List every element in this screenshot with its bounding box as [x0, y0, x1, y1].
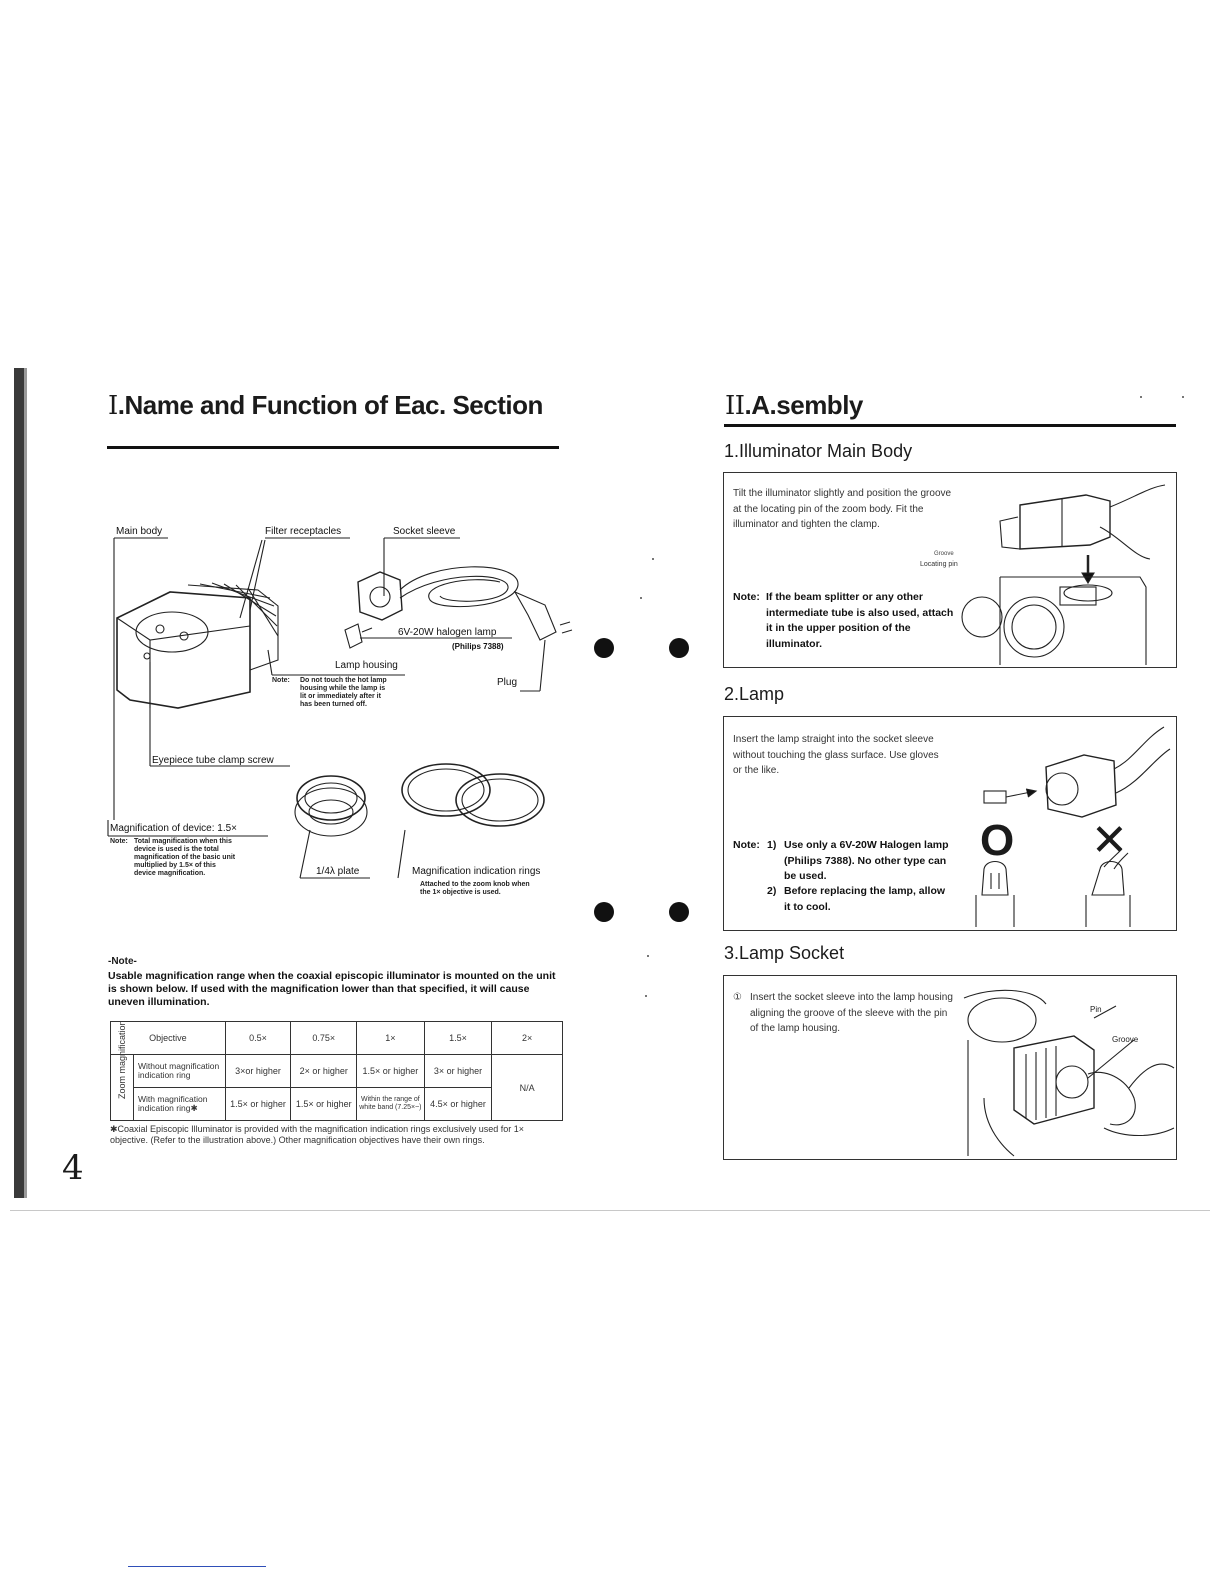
page-number: 4	[62, 1148, 84, 1188]
label-lamp-housing: Lamp housing	[335, 660, 398, 671]
table-header-cell: 2×	[492, 1022, 563, 1055]
step2-note-prefix: Note:	[733, 839, 760, 851]
step1-title: 1.Illuminator Main Body	[724, 441, 913, 461]
label-halogen-lamp: 6V-20W halogen lamp	[398, 627, 497, 638]
table-cell: 4.5× or higher	[424, 1088, 492, 1121]
step2-title: 2.Lamp	[724, 684, 785, 704]
lamp-note-line: housing while the lamp is	[300, 685, 386, 692]
mag-note-line: Total magnification when this	[134, 838, 232, 845]
table-side-label	[111, 1019, 134, 1121]
scan-speck	[652, 558, 654, 560]
rings-note-line: Attached to the zoom knob when	[420, 881, 530, 888]
section2-title: .A.sembly	[744, 390, 863, 420]
label-philips: (Philips 7388)	[452, 642, 504, 651]
table-cell: 2× or higher	[291, 1055, 357, 1088]
step1-text: Tilt the illuminator slightly and position the groove at the locating pin of the zoom body. Fit the illuminator and tighten the clamp.	[733, 488, 952, 530]
step3-num: ①	[733, 992, 742, 1003]
mag-note-line: device magnification.	[134, 870, 206, 877]
table-header-objective: Objective	[111, 1022, 226, 1055]
lamp-note-line: has been turned off.	[300, 701, 367, 708]
scan-speck	[640, 597, 642, 599]
lamp-note-line: Do not touch the hot lamp	[300, 677, 387, 684]
label-magnification-device: Magnification of device: 1.5×	[110, 823, 238, 834]
lamp-note-line: lit or immediately after it	[300, 693, 381, 700]
label-quarter-plate: 1/4λ plate	[316, 866, 360, 877]
punch-hole-dot	[669, 638, 689, 658]
step2-text: Insert the lamp straight into the socket sleeve without touching the glass surface. Use gloves or the like.	[733, 734, 939, 776]
label-eyepiece-clamp: Eyepiece tube clamp screw	[152, 755, 274, 766]
step2-note2-num: 2)	[767, 885, 777, 897]
label-mag-rings: Magnification indication rings	[412, 866, 541, 877]
illuminator-mounting-figure	[960, 477, 1174, 665]
mag-note-line: magnification of the basic unit	[134, 854, 236, 861]
mag-note-prefix: Note:	[110, 838, 128, 845]
punch-hole-dot	[594, 902, 614, 922]
scan-speck	[645, 995, 647, 997]
step1-note: If the beam splitter or any other intermediate tube is also used, attach it in the upper position of the illuminator.	[766, 591, 954, 650]
table-header-cell: 1.5×	[424, 1022, 492, 1055]
label-main-body: Main body	[116, 526, 163, 537]
table-cell: 3× or higher	[424, 1055, 492, 1088]
table-header-cell: 0.5×	[225, 1022, 291, 1055]
table-cell: Within the range of white band (7.25×~)	[357, 1088, 425, 1121]
rings-note-line: the 1× objective is used.	[420, 889, 501, 896]
step1-box	[723, 472, 1177, 668]
section2-rule	[724, 424, 1176, 427]
label-socket-sleeve: Socket sleeve	[393, 526, 456, 537]
lamp-socket-figure	[954, 978, 1176, 1156]
table-footnote: ✱Coaxial Episcopic Illuminator is provided with the magnification indication rings exclusively used for 1× objective. (Refer to the illustration above.) Other magnification objectives have their own rings.	[110, 1124, 524, 1145]
step1-pin-label: Locating pin	[920, 561, 958, 568]
table-header-cell: 1×	[357, 1022, 425, 1055]
step1-groove-label: Groove	[934, 551, 954, 557]
label-plug: Plug	[497, 677, 518, 688]
step1-note-prefix: Note:	[733, 591, 760, 603]
lamp-note-prefix: Note:	[272, 677, 290, 684]
step3-text: Insert the socket sleeve into the lamp housing aligning the groove of the sleeve with the pin of the lamp housing.	[750, 992, 953, 1034]
mag-note-line: device is used is the total	[134, 846, 219, 853]
scan-speck	[1140, 396, 1142, 398]
footer-link-line	[128, 1566, 266, 1567]
incorrect-mark-icon: ✕	[1091, 816, 1128, 865]
table-row-label: Without magnification indication ring	[134, 1055, 226, 1088]
table-cell: 1.5× or higher	[291, 1088, 357, 1121]
step3-pin-label: Pin	[1090, 1005, 1102, 1014]
magnification-table	[110, 1021, 563, 1121]
step2-note1-num: 1)	[767, 839, 777, 851]
table-header-cell: 0.75×	[291, 1022, 357, 1055]
step2-note1: Use only a 6V-20W Halogen lamp (Philips 7388). No other type can be used.	[784, 839, 949, 882]
table-cell: 1.5× or higher	[225, 1088, 291, 1121]
step3-title: 3.Lamp Socket	[724, 943, 845, 963]
scan-speck	[1182, 396, 1184, 398]
step3-groove-label: Groove	[1112, 1035, 1139, 1044]
step2-box	[723, 716, 1177, 931]
table-cell: 1.5× or higher	[357, 1055, 425, 1088]
section2-roman: II	[725, 391, 745, 421]
mag-note-line: multiplied by 1.5× of this	[134, 862, 216, 869]
table-row-label: With magnification indication ring✱	[134, 1088, 226, 1121]
label-filter-receptacles: Filter receptacles	[265, 526, 342, 537]
page-edge-line	[10, 1210, 1210, 1211]
step3-box	[723, 975, 1177, 1160]
punch-hole-dot	[669, 902, 689, 922]
correct-mark-icon: O	[980, 816, 1015, 865]
table-cell-na: N/A	[492, 1055, 563, 1121]
section1-roman: I	[108, 391, 118, 421]
usage-note-text: Usable magnification range when the coaxial episcopic illuminator is mounted on the unit is shown below. If used with the magnification lower than that specified, it will cause uneven illumination.	[108, 970, 556, 1008]
section1-title: .Name and Function of Eac. Section	[117, 390, 543, 420]
step2-note2: Before replacing the lamp, allow it to cool.	[784, 885, 946, 913]
section2-heading	[725, 390, 863, 421]
scan-speck	[647, 955, 649, 957]
usage-note-heading: -Note-	[108, 956, 137, 967]
zoom-magnification-label: Zoom magnification	[117, 1019, 127, 1099]
lamp-insertion-figure	[964, 719, 1174, 927]
punch-hole-dot	[594, 638, 614, 658]
table-cell: 3×or higher	[225, 1055, 291, 1088]
